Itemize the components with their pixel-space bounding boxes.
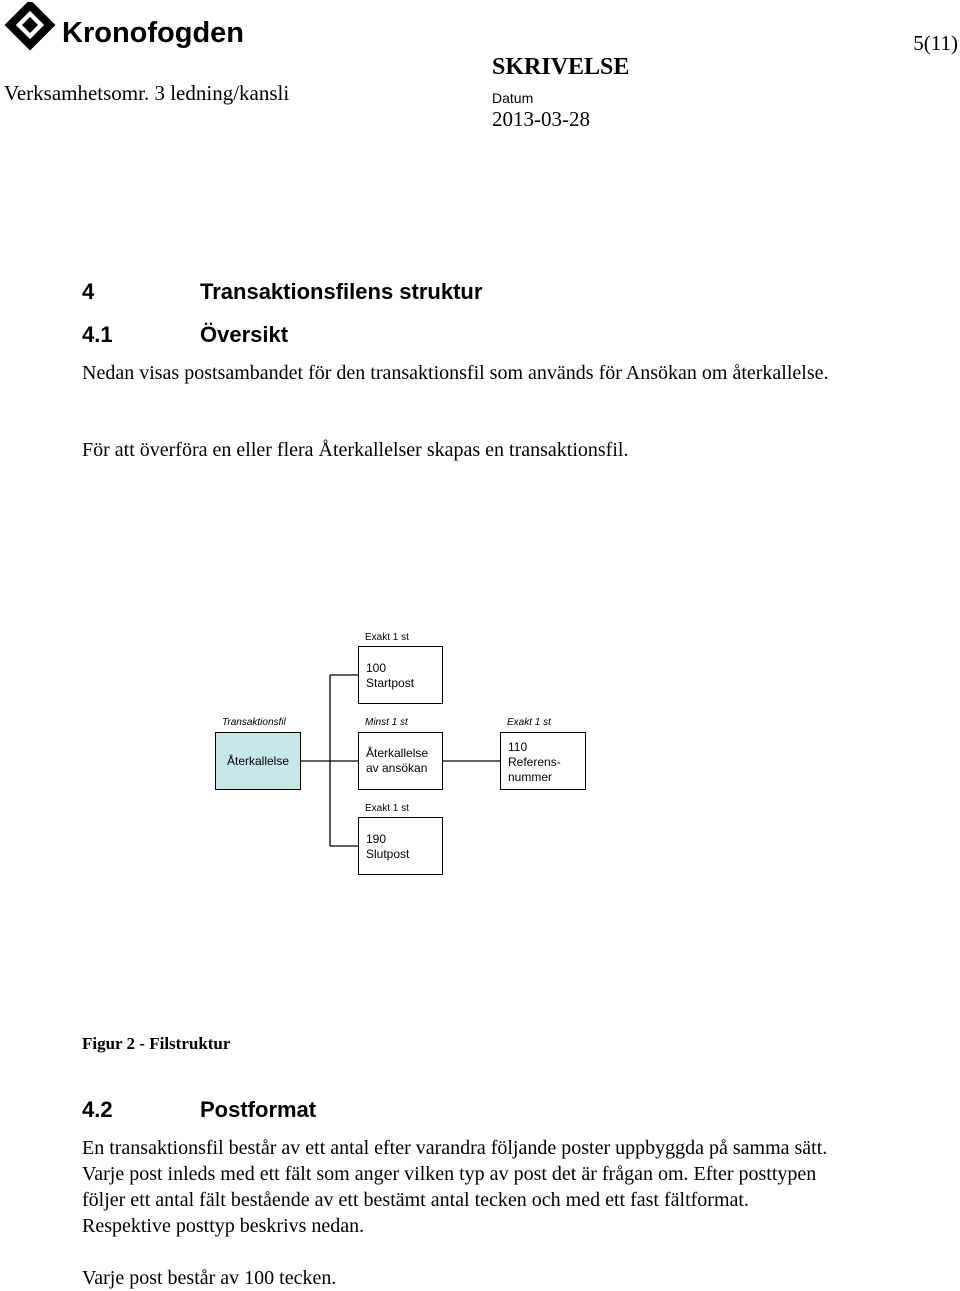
end-record-box (358, 817, 443, 875)
ref-record-code: 110 (508, 740, 528, 754)
logo-emblem-icon (0, 2, 248, 54)
root-label: Transaktionsfil (222, 717, 286, 728)
end-record-name: Slutpost (366, 847, 410, 861)
overview-paragraph-2: För att överföra en eller flera Återkallelser skapas en transaktionsfil. (82, 439, 629, 461)
start-multiplicity-label: Exakt 1 st (365, 632, 409, 643)
start-record-name: Startpost (366, 676, 415, 690)
section-4-number: 4 (82, 279, 95, 304)
department-name: Verksamhetsomr. 3 ledning/kansli (4, 81, 290, 105)
figure-caption: Figur 2 - Filstruktur (82, 1034, 231, 1053)
logo-wordmark: Kronofogden (62, 17, 245, 49)
section-4-2-title: Postformat (200, 1097, 317, 1122)
section-4-2-number: 4.2 (82, 1097, 113, 1122)
ref-record-line3: nummer (508, 770, 553, 784)
postformat-paragraph-2: Varje post består av 100 tecken. (82, 1267, 337, 1289)
ref-multiplicity-label: Exakt 1 st (507, 717, 551, 728)
root-box (215, 732, 301, 790)
start-record-box (358, 646, 443, 704)
document-type: SKRIVELSE (492, 54, 630, 80)
overview-paragraph-1: Nedan visas postsambandet för den transaktionsfil som används för Ansökan om återkallelse. (82, 362, 829, 384)
kronofogden-logo (0, 2, 248, 54)
page-number: 5(11) (913, 31, 958, 55)
mid-record-box (358, 732, 443, 790)
ref-record-box (500, 732, 586, 790)
mid-record-line1: Återkallelse (366, 746, 429, 760)
section-4-title: Transaktionsfilens struktur (200, 279, 483, 304)
postformat-paragraph-1: En transaktionsfil består av ett antal efter varandra följande poster uppbyggda på samma sätt. Varje post inleds med ett fält som anger vilken typ av post det är frågan om. Efter posttypen följer ett antal fält bestående av ett bestämt antal tecken och med ett fast fältformat. Respektive posttyp beskrivs nedan. (82, 1137, 828, 1237)
mid-multiplicity-label: Minst 1 st (365, 717, 408, 728)
section-4-1-title: Översikt (200, 322, 289, 347)
ref-record-line2: Referens- (508, 755, 561, 769)
end-multiplicity-label: Exakt 1 st (365, 803, 409, 814)
start-record-code: 100 (366, 661, 387, 675)
root-box-text: Återkallelse (226, 753, 290, 768)
date-value: 2013-03-28 (492, 107, 590, 131)
mid-record-line2: av ansökan (366, 761, 428, 775)
date-label: Datum (492, 90, 534, 106)
end-record-code: 190 (366, 832, 387, 846)
section-4-1-number: 4.1 (82, 322, 113, 347)
